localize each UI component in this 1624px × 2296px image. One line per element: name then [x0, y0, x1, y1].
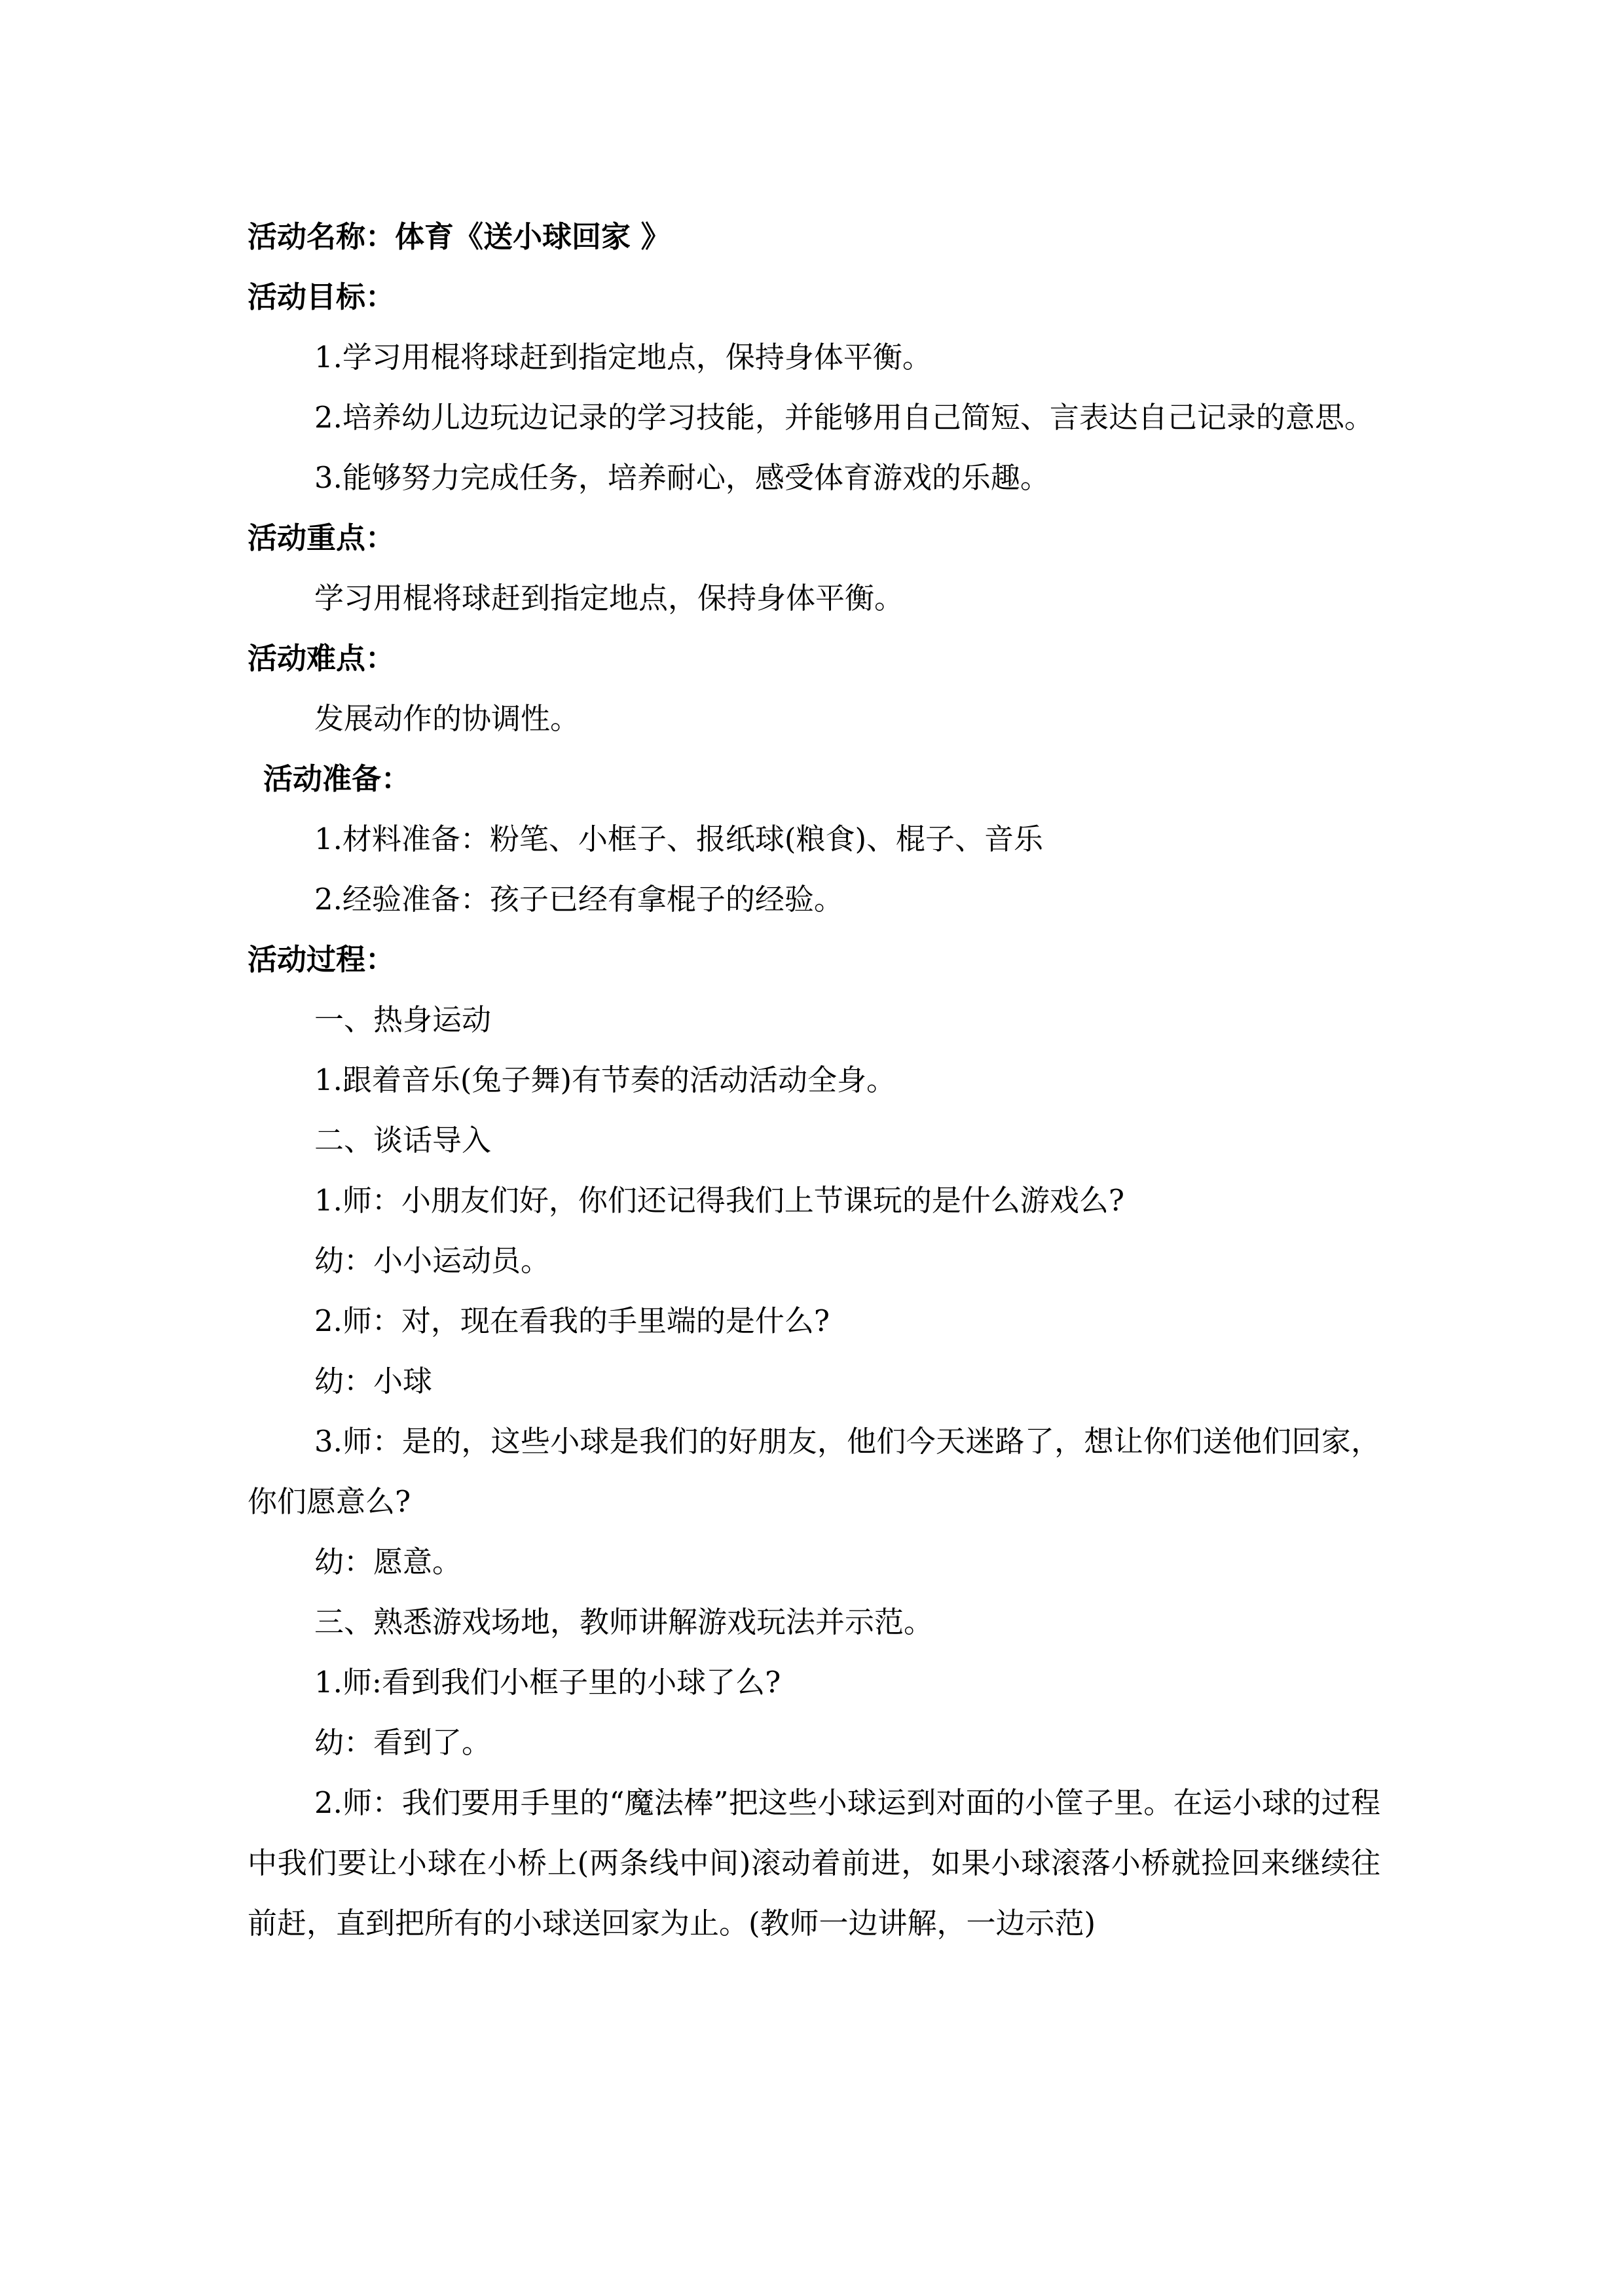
- process-step-2: 1.跟着音乐(兔子舞)有节奏的活动活动全身。: [314, 1063, 896, 1097]
- goals-heading: 活动目标：: [248, 280, 396, 314]
- process-step-10: 三、熟悉游戏场地，教师讲解游戏玩法并示范。: [314, 1605, 934, 1639]
- process-heading: 活动过程：: [248, 942, 396, 977]
- process-step-9: 幼：愿意。: [314, 1544, 462, 1579]
- goal-item-1: 1.学习用棍将球赶到指定地点，保持身体平衡。: [314, 340, 932, 374]
- document-page: [248, 207, 1380, 1954]
- process-step-8: 3.师：是的，这些小球是我们的好朋友，他们今天迷路了，想让你们送他们回家，你们愿意么?: [248, 1424, 1380, 1519]
- preparation-item-2: 2.经验准备：孩子已经有拿棍子的经验。: [314, 882, 843, 917]
- process-step-12: 幼：看到了。: [314, 1725, 492, 1760]
- key-point-text: 学习用棍将球赶到指定地点，保持身体平衡。: [314, 581, 904, 615]
- preparation-heading: 活动准备：: [263, 761, 411, 796]
- difficulty-heading: 活动难点：: [248, 641, 396, 676]
- process-step-13: 2.师：我们要用手里的“魔法棒”把这些小球运到对面的小筐子里。在运小球的过程中我们要让小球在小桥上(两条线中间)滚动着前进，如果小球滚落小桥就捡回来继续往前赶，直到把所有的小球送回家为止。(教师一边讲解，一边示范): [248, 1785, 1380, 1941]
- difficulty-text: 发展动作的协调性。: [314, 701, 580, 736]
- process-step-3: 二、谈话导入: [314, 1123, 492, 1157]
- process-step-11: 1.师:看到我们小框子里的小球了么?: [314, 1665, 781, 1700]
- goal-item-2: 2.培养幼儿边玩边记录的学习技能，并能够用自己简短、言表达自己记录的意思。: [314, 400, 1374, 435]
- process-step-7: 幼：小球: [314, 1364, 433, 1398]
- process-step-6: 2.师：对，现在看我的手里端的是什么?: [314, 1303, 830, 1338]
- process-step-1: 一、热身运动: [314, 1002, 492, 1037]
- process-step-4: 1.师：小朋友们好，你们还记得我们上节课玩的是什么游戏么?: [314, 1183, 1125, 1218]
- preparation-item-1: 1.材料准备：粉笔、小框子、报纸球(粮食)、棍子、音乐: [314, 822, 1044, 856]
- key-point-heading: 活动重点：: [248, 520, 396, 555]
- activity-title: 活动名称：体育《送小球回家 》: [248, 219, 671, 254]
- goal-item-3: 3.能够努力完成任务，培养耐心，感受体育游戏的乐趣。: [314, 460, 1050, 495]
- process-step-5: 幼：小小运动员。: [314, 1243, 551, 1278]
